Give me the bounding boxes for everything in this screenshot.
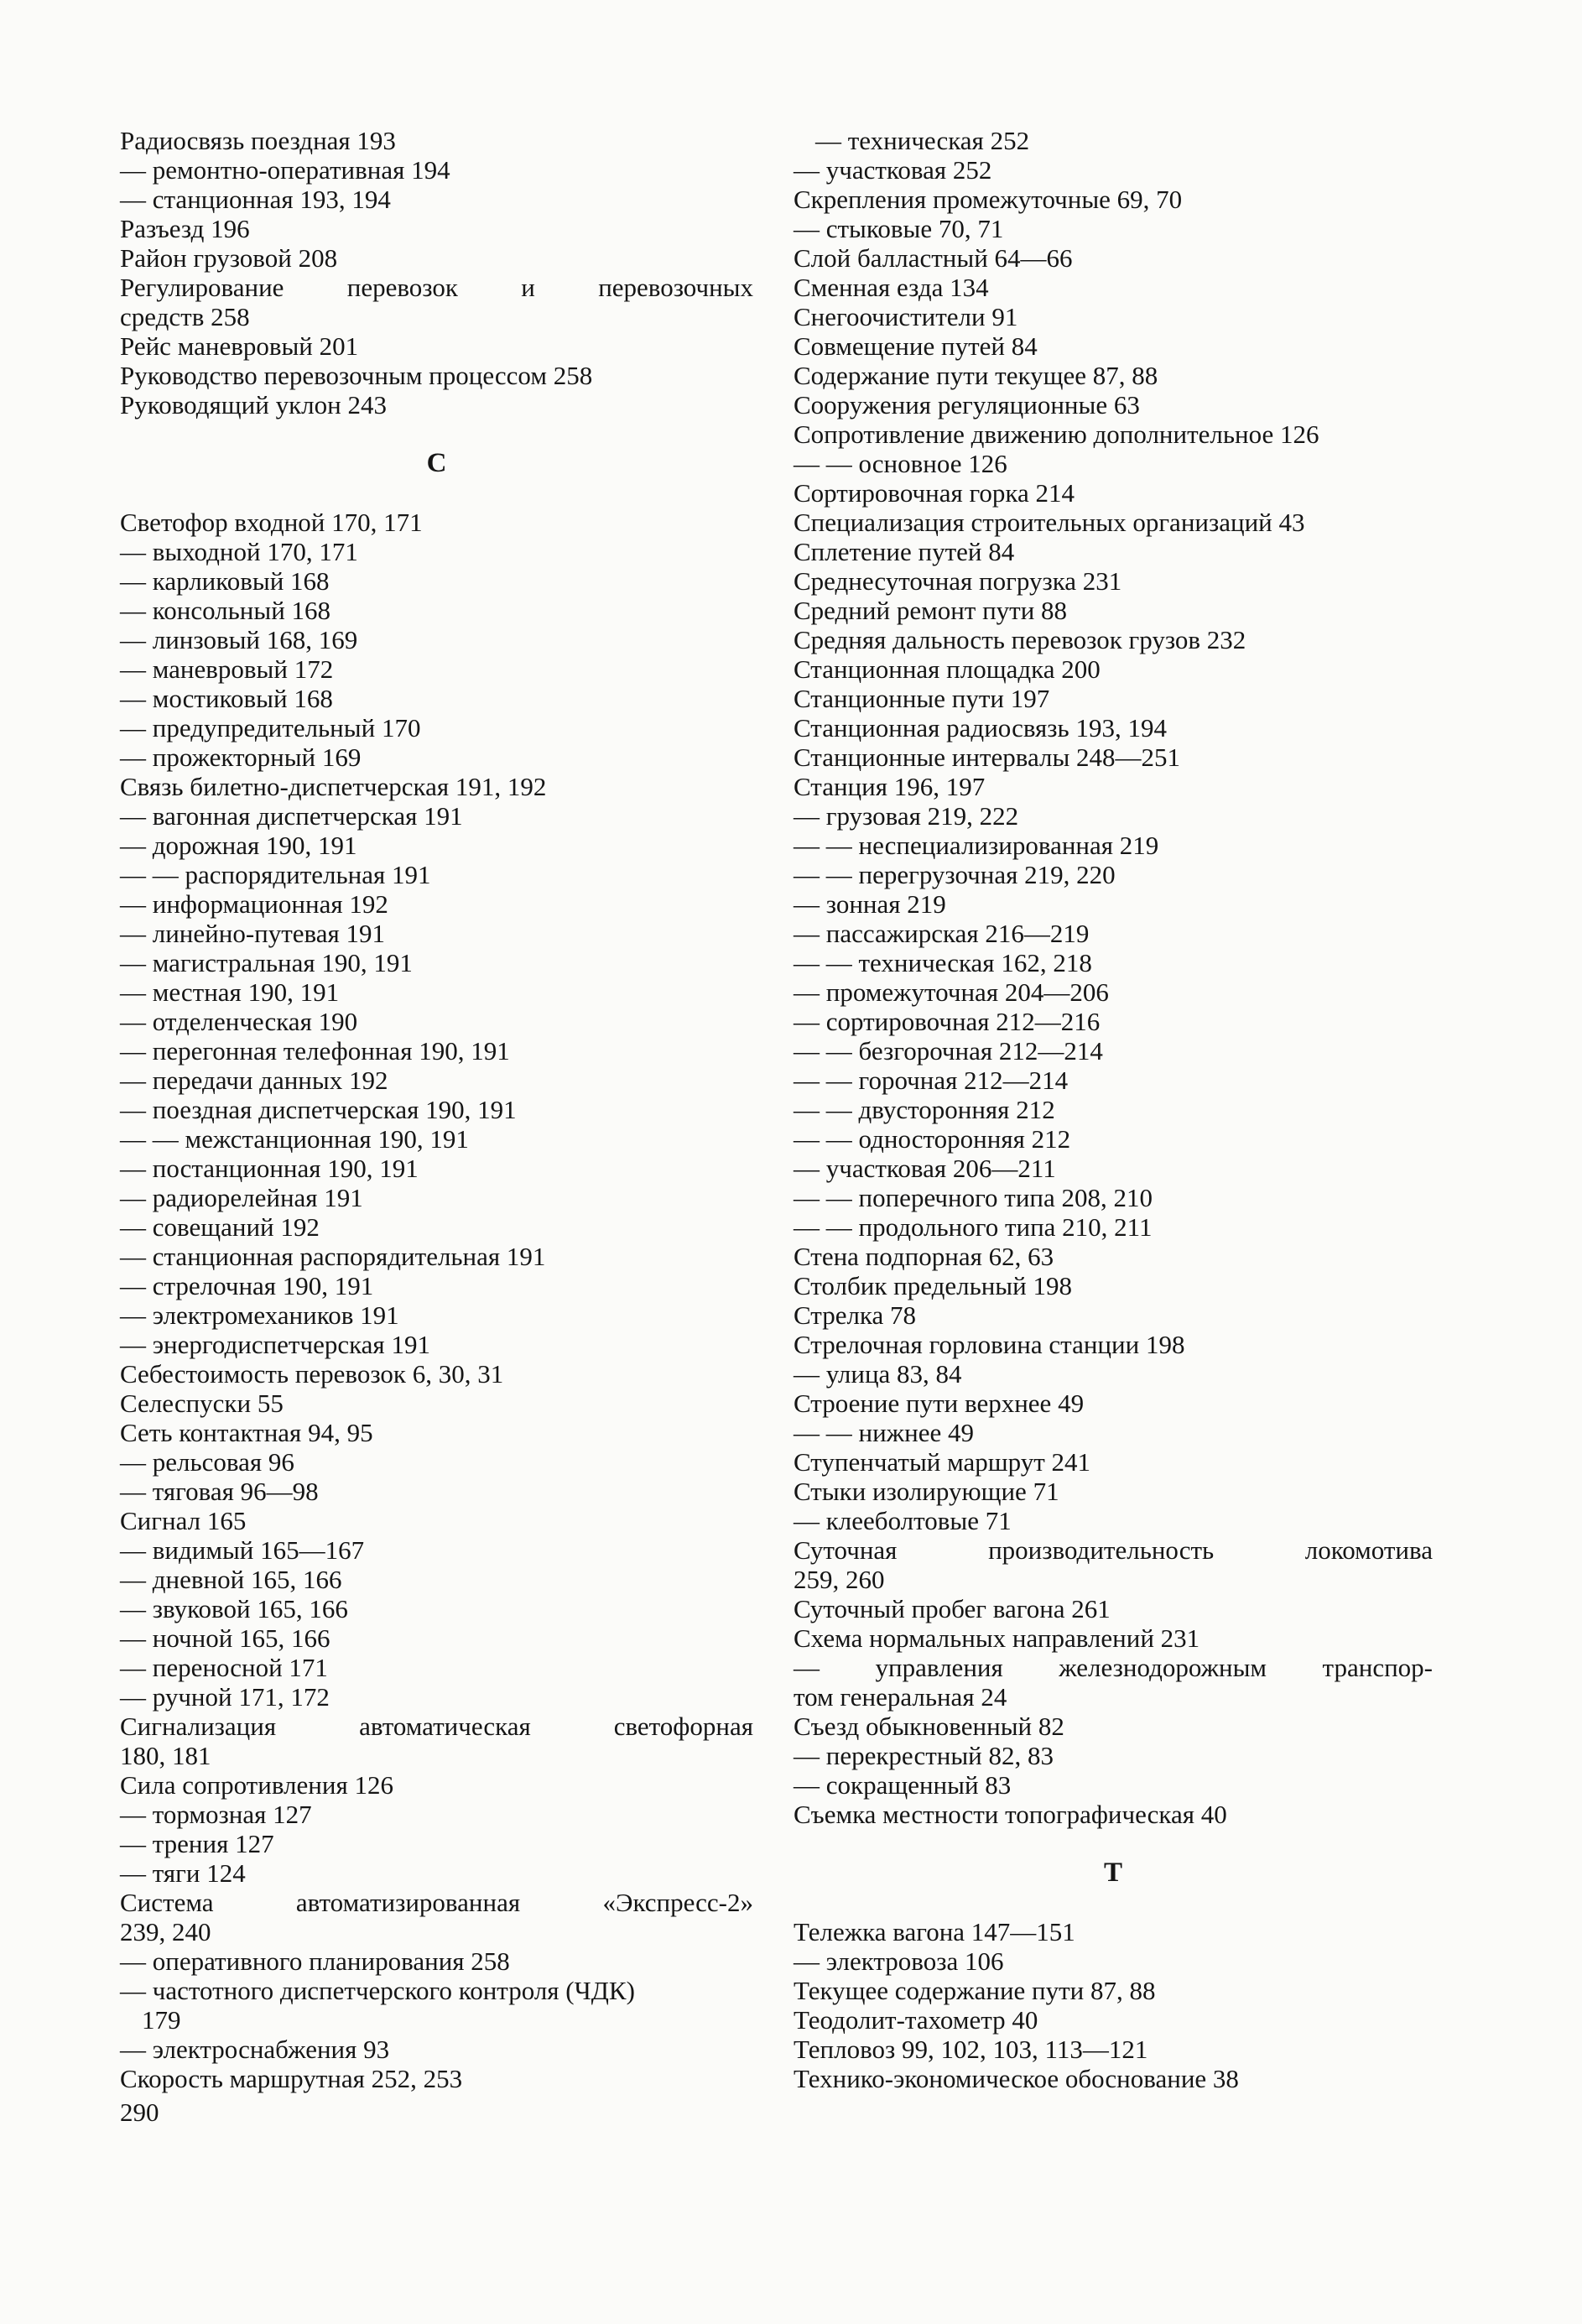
index-entry: — ремонтно-оперативная 194: [120, 155, 450, 185]
index-entry: Сеть контактная 94, 95: [120, 1418, 373, 1447]
index-entry: — — продольного типа 210, 211: [794, 1212, 1153, 1242]
index-entry: Сортировочная горка 214: [794, 478, 1075, 508]
index-entry: — совещаний 192: [120, 1212, 320, 1242]
index-entry: — передачи данных 192: [120, 1066, 388, 1095]
index-entry: Скорость маршрутная 252, 253: [120, 2064, 463, 2093]
index-entry: — — неспециализированная 219: [794, 831, 1159, 860]
index-entry: Станционные интервалы 248—251: [794, 743, 1181, 772]
index-entry: — постанционная 190, 191: [120, 1154, 419, 1183]
index-entry: — электроснабжения 93: [120, 2035, 390, 2064]
index-entry: — предупредительный 170: [120, 713, 421, 743]
index-entry: Среднесуточная погрузка 231: [794, 566, 1122, 596]
index-entry: Стрелка 78: [794, 1300, 917, 1330]
index-entry: Технико-экономическое обоснование 38: [794, 2064, 1239, 2093]
index-entry: — вагонная диспетчерская 191: [120, 801, 463, 831]
index-entry: Столбик предельный 198: [794, 1271, 1072, 1300]
index-entry: — оперативного планирования 258: [120, 1946, 510, 1976]
index-entry: — — поперечного типа 208, 210: [794, 1183, 1153, 1212]
index-entry: — — двусторонняя 212: [794, 1095, 1055, 1124]
index-entry: — маневровый 172: [120, 654, 334, 684]
index-entry: — пассажирская 216—219: [794, 919, 1090, 948]
index-entry: Станционная радиосвязь 193, 194: [794, 713, 1167, 743]
index-entry: — — безгорочная 212—214: [794, 1036, 1103, 1066]
index-entry: — перегонная телефонная 190, 191: [120, 1036, 510, 1066]
index-column-left: [120, 126, 753, 2093]
index-entry: — сокращенный 83: [794, 1770, 1012, 1800]
index-entry: Текущее содержание пути 87, 88: [794, 1976, 1156, 2005]
index-section-letter: С: [426, 448, 447, 478]
index-entry: — тяговая 96—98: [120, 1477, 319, 1506]
index-entry: Тепловоз 99, 102, 103, 113—121: [794, 2035, 1148, 2064]
index-entry: Система автоматизированная «Экспресс-2»: [120, 1888, 753, 1917]
index-entry: — — горочная 212—214: [794, 1066, 1069, 1095]
index-entry: Съезд обыкновенный 82: [794, 1712, 1064, 1741]
index-entry: — видимый 165—167: [120, 1535, 365, 1565]
index-entry: — стыковые 70, 71: [794, 214, 1004, 243]
index-entry: — ручной 171, 172: [120, 1682, 330, 1712]
index-entry: Сила сопротивления 126: [120, 1770, 393, 1800]
index-entry: — — односторонняя 212: [794, 1124, 1071, 1154]
index-entry: — мостиковый 168: [120, 684, 333, 713]
index-entry: — тормозная 127: [120, 1800, 312, 1829]
index-entry: Специализация строительных организаций 43: [794, 508, 1305, 537]
index-entry: — техническая 252: [815, 126, 1030, 155]
index-entry: — — основное 126: [794, 449, 1007, 478]
index-entry: Сплетение путей 84: [794, 537, 1015, 566]
index-entry: Тележка вагона 147—151: [794, 1917, 1075, 1946]
index-entry: — — перегрузочная 219, 220: [794, 860, 1116, 889]
index-entry: Сооружения регуляционные 63: [794, 390, 1140, 419]
index-entry: — — распорядительная 191: [120, 860, 431, 889]
index-entry: — участковая 252: [794, 155, 992, 185]
index-entry: — грузовая 219, 222: [794, 801, 1019, 831]
index-entry: — стрелочная 190, 191: [120, 1271, 374, 1300]
index-entry: Радиосвязь поездная 193: [120, 126, 396, 155]
index-entry: Станционная площадка 200: [794, 654, 1101, 684]
index-entry: Светофор входной 170, 171: [120, 508, 423, 537]
index-entry: Схема нормальных направлений 231: [794, 1623, 1200, 1653]
index-entry: Средний ремонт пути 88: [794, 596, 1068, 625]
index-entry: Теодолит-тахометр 40: [794, 2005, 1038, 2035]
index-entry: том генеральная 24: [794, 1682, 1007, 1712]
index-entry: — прожекторный 169: [120, 743, 362, 772]
index-entry: Снегоочистители 91: [794, 302, 1018, 331]
index-entry: — отделенческая 190: [120, 1007, 358, 1036]
index-entry: Руководящий уклон 243: [120, 390, 387, 419]
index-entry: 179: [142, 2005, 181, 2035]
index-entry: Руководство перевозочным процессом 258: [120, 361, 593, 390]
index-entry: Стрелочная горловина станции 198: [794, 1330, 1185, 1359]
index-entry: — энергодиспетчерская 191: [120, 1330, 430, 1359]
index-entry: Суточный пробег вагона 261: [794, 1594, 1111, 1623]
index-entry: Ступенчатый маршрут 241: [794, 1447, 1091, 1477]
index-entry: — дневной 165, 166: [120, 1565, 342, 1594]
index-entry: Станционные пути 197: [794, 684, 1050, 713]
index-entry: — клееболтовые 71: [794, 1506, 1012, 1535]
index-entry: Селеспуски 55: [120, 1389, 284, 1418]
index-entry: Стыки изолирующие 71: [794, 1477, 1059, 1506]
index-entry: Слой балластный 64—66: [794, 243, 1073, 273]
index-entry: — тяги 124: [120, 1858, 246, 1888]
index-entry: — — техническая 162, 218: [794, 948, 1092, 977]
index-entry: — ночной 165, 166: [120, 1623, 330, 1653]
index-entry: — трения 127: [120, 1829, 274, 1858]
index-entry: — карликовый 168: [120, 566, 330, 596]
index-entry: Разъезд 196: [120, 214, 250, 243]
index-entry: — поездная диспетчерская 190, 191: [120, 1095, 517, 1124]
index-entry: — электромехаников 191: [120, 1300, 399, 1330]
index-entry: — выходной 170, 171: [120, 537, 358, 566]
index-entry: Сопротивление движению дополнительное 126: [794, 419, 1319, 449]
index-entry: — консольный 168: [120, 596, 331, 625]
index-entry: — — нижнее 49: [794, 1418, 974, 1447]
index-entry: Станция 196, 197: [794, 772, 986, 801]
index-entry: — станционная распорядительная 191: [120, 1242, 546, 1271]
index-entry: — рельсовая 96: [120, 1447, 294, 1477]
index-entry: Суточная производительность локомотива: [794, 1535, 1433, 1565]
index-entry: Рейс маневровый 201: [120, 331, 359, 361]
index-entry: — улица 83, 84: [794, 1359, 962, 1389]
index-entry: — магистральная 190, 191: [120, 948, 413, 977]
index-entry: — электровоза 106: [794, 1946, 1004, 1976]
index-entry: Сменная езда 134: [794, 273, 989, 302]
index-entry: — местная 190, 191: [120, 977, 340, 1007]
index-entry: — информационная 192: [120, 889, 388, 919]
index-entry: — — межстанционная 190, 191: [120, 1124, 469, 1154]
index-entry: — радиорелейная 191: [120, 1183, 363, 1212]
index-section-letter: Т: [1103, 1858, 1122, 1888]
index-entry: Себестоимость перевозок 6, 30, 31: [120, 1359, 504, 1389]
index-entry: Съемка местности топографическая 40: [794, 1800, 1227, 1829]
index-entry: Регулирование перевозок и перевозочных: [120, 273, 753, 302]
index-entry: — линзовый 168, 169: [120, 625, 358, 654]
index-entry: 180, 181: [120, 1741, 211, 1770]
index-entry: Совмещение путей 84: [794, 331, 1038, 361]
index-entry: — линейно-путевая 191: [120, 919, 386, 948]
index-entry: Средняя дальность перевозок грузов 232: [794, 625, 1246, 654]
page-number: 290: [120, 2097, 159, 2127]
index-entry: — станционная 193, 194: [120, 185, 391, 214]
index-entry: средств 258: [120, 302, 250, 331]
index-entry: Сигнал 165: [120, 1506, 247, 1535]
index-entry: — звуковой 165, 166: [120, 1594, 348, 1623]
index-entry: — частотного диспетчерского контроля (ЧДК): [120, 1976, 635, 2005]
index-entry: Стена подпорная 62, 63: [794, 1242, 1054, 1271]
index-entry: — дорожная 190, 191: [120, 831, 357, 860]
index-entry: — управления железнодорожным транспор-: [794, 1653, 1433, 1682]
index-entry: Содержание пути текущее 87, 88: [794, 361, 1158, 390]
index-entry: — участковая 206—211: [794, 1154, 1056, 1183]
index-entry: Район грузовой 208: [120, 243, 338, 273]
index-entry: — перекрестный 82, 83: [794, 1741, 1054, 1770]
index-entry: — переносной 171: [120, 1653, 328, 1682]
index-entry: 239, 240: [120, 1917, 211, 1946]
index-entry: — промежуточная 204—206: [794, 977, 1109, 1007]
index-entry: Скрепления промежуточные 69, 70: [794, 185, 1183, 214]
index-column-right: [794, 126, 1433, 2093]
index-entry: Строение пути верхнее 49: [794, 1389, 1085, 1418]
index-entry: 259, 260: [794, 1565, 885, 1594]
index-entry: Связь билетно-диспетчерская 191, 192: [120, 772, 547, 801]
index-entry: Сигнализация автоматическая светофорная: [120, 1712, 753, 1741]
index-entry: — зонная 219: [794, 889, 946, 919]
index-entry: — сортировочная 212—216: [794, 1007, 1101, 1036]
